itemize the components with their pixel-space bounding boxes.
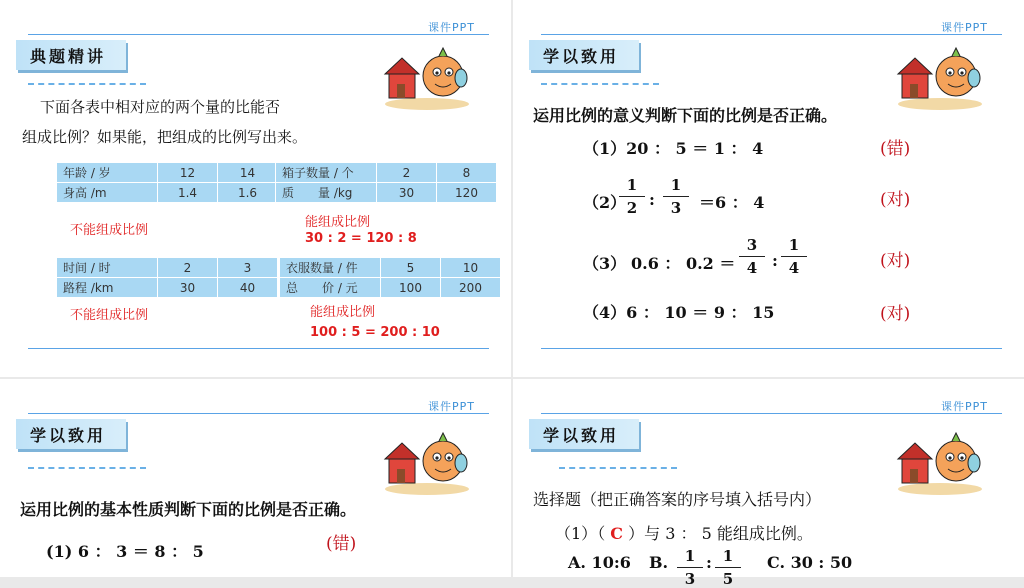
dashed-divider: [541, 83, 659, 85]
cell: 200: [441, 278, 501, 298]
denominator: 5: [722, 570, 734, 588]
cell: 箱子数量 / 个: [276, 163, 377, 183]
table-row: [57, 258, 278, 278]
denominator: 3: [670, 199, 682, 217]
proportion-text: 30 : 2 = 120 : 8: [305, 231, 417, 246]
item-1: [46, 539, 204, 562]
item-label: (1): [46, 542, 73, 561]
result-text: 不能组成比例: [70, 308, 149, 323]
top-rule: [28, 413, 489, 414]
item-expression: 0.6 ： 0.2 ＝: [631, 254, 736, 273]
item-4: [583, 300, 774, 323]
denominator: 4: [788, 259, 800, 277]
cell: 14: [218, 163, 278, 183]
answer-mark: (对): [880, 304, 911, 324]
dashed-divider: [28, 83, 146, 85]
open-paren: （: [597, 524, 606, 543]
answer-mark: (对): [880, 251, 911, 271]
ratio-colon: :: [772, 251, 778, 270]
cell: 衣服数量 / 件: [280, 258, 381, 278]
table-row: [276, 183, 497, 203]
fraction: [781, 236, 807, 277]
question-text: ）与 3 ： 5 能组成比例。: [628, 524, 813, 543]
table-row: [57, 163, 278, 183]
fraction: [739, 236, 765, 277]
instruction-text: 选择题（把正确答案的序号填入括号内）: [533, 490, 822, 509]
top-rule: [541, 34, 1002, 35]
cell: 质 量 /kg: [276, 183, 377, 203]
dashed-divider: [28, 467, 146, 469]
item-expression: 6 ： 10 ＝ 9 ： 15: [626, 303, 775, 322]
denominator: 3: [684, 570, 696, 588]
brand-label: 课件PPT: [428, 21, 475, 34]
mascot-illustration: [377, 42, 477, 112]
instruction-text: 运用比例的意义判断下面的比例是否正确。: [533, 106, 838, 125]
slide-2: [513, 0, 1024, 377]
cell: 120: [437, 183, 497, 203]
cell: 3: [218, 258, 278, 278]
cell: 2: [158, 258, 218, 278]
question-line-2: 组成比例？如果能，把组成的比例写出来。: [22, 128, 308, 146]
item-expression: 20 ： 5 ＝ 1 ： 4: [626, 139, 764, 158]
bottom-rule: [28, 348, 489, 349]
top-rule: [541, 413, 1002, 414]
cell: 30: [158, 278, 218, 298]
section-heading: 学以致用: [529, 40, 639, 70]
top-rule: [28, 34, 489, 35]
slide-1: [0, 0, 511, 377]
cell: 100: [381, 278, 441, 298]
denominator: 2: [626, 199, 638, 217]
cell: 路程 /km: [57, 278, 158, 298]
table-boxes-mass: [275, 162, 497, 203]
numerator: 3: [739, 236, 765, 257]
fraction: [715, 547, 741, 588]
answer-choice: C: [610, 524, 624, 543]
cell: 身高 /m: [57, 183, 158, 203]
table-row: [57, 183, 278, 203]
numerator: 1: [663, 176, 689, 197]
table-row: [280, 258, 501, 278]
cell: 5: [381, 258, 441, 278]
numerator: 1: [715, 547, 741, 568]
mascot-illustration: [890, 42, 990, 112]
item-expression: ＝6 ： 4: [699, 193, 765, 212]
answer-mark: (错): [326, 534, 357, 554]
numerator: 1: [781, 236, 807, 257]
item-label: （4）: [583, 303, 627, 322]
fraction: [619, 176, 645, 217]
slide-3: [0, 379, 511, 577]
table-age-height: [56, 162, 278, 203]
option-a: A. 10:6: [568, 553, 631, 572]
table-time-distance: [56, 257, 278, 298]
answer-mark: (对): [880, 190, 911, 210]
cell: 1.4: [158, 183, 218, 203]
table-row: [57, 278, 278, 298]
cell: 10: [441, 258, 501, 278]
result-text: 能组成比例: [305, 215, 371, 230]
section-heading: 学以致用: [16, 419, 126, 449]
fraction: [677, 547, 703, 588]
item-label: （3）: [583, 254, 627, 273]
ratio-colon: :: [706, 553, 712, 572]
instruction-text: 运用比例的基本性质判断下面的比例是否正确。: [20, 500, 357, 519]
brand-label: 课件PPT: [941, 400, 988, 413]
question-label: （1）: [555, 524, 598, 543]
fraction: [663, 176, 689, 217]
question-1: [555, 521, 813, 544]
table-row: [280, 278, 501, 298]
cell: 时间 / 时: [57, 258, 158, 278]
item-1: [583, 136, 763, 159]
cell: 年龄 / 岁: [57, 163, 158, 183]
cell: 40: [218, 278, 278, 298]
option-b: B.: [649, 553, 669, 572]
ratio-colon: :: [649, 190, 655, 209]
table-clothes-price: [279, 257, 501, 298]
result-text: 不能组成比例: [70, 223, 149, 238]
cell: 8: [437, 163, 497, 183]
item-label: （2）: [583, 193, 627, 212]
result-text: 能组成比例: [310, 305, 376, 320]
cell: 总 价 / 元: [280, 278, 381, 298]
item-label: （1）: [583, 139, 627, 158]
section-heading: 典题精讲: [16, 40, 126, 70]
table-row: [276, 163, 497, 183]
numerator: 1: [677, 547, 703, 568]
denominator: 4: [746, 259, 758, 277]
cell: 2: [377, 163, 437, 183]
cell: 1.6: [218, 183, 278, 203]
slide-4: [513, 379, 1024, 588]
bottom-rule: [541, 348, 1002, 349]
brand-label: 课件PPT: [941, 21, 988, 34]
mascot-illustration: [377, 427, 477, 497]
mascot-illustration: [890, 427, 990, 497]
cell: 12: [158, 163, 218, 183]
proportion-text: 100 : 5 = 200 : 10: [310, 325, 440, 340]
dashed-divider: [559, 467, 677, 469]
question-line-1: 下面各表中相对应的两个量的比能否: [40, 98, 281, 116]
option-c: C. 30 : 50: [767, 553, 853, 572]
numerator: 1: [619, 176, 645, 197]
answer-mark: (错): [880, 139, 911, 159]
cell: 30: [377, 183, 437, 203]
item-expression: 6 ： 3 ＝ 8 ： 5: [77, 542, 204, 561]
section-heading: 学以致用: [529, 419, 639, 449]
brand-label: 课件PPT: [428, 400, 475, 413]
